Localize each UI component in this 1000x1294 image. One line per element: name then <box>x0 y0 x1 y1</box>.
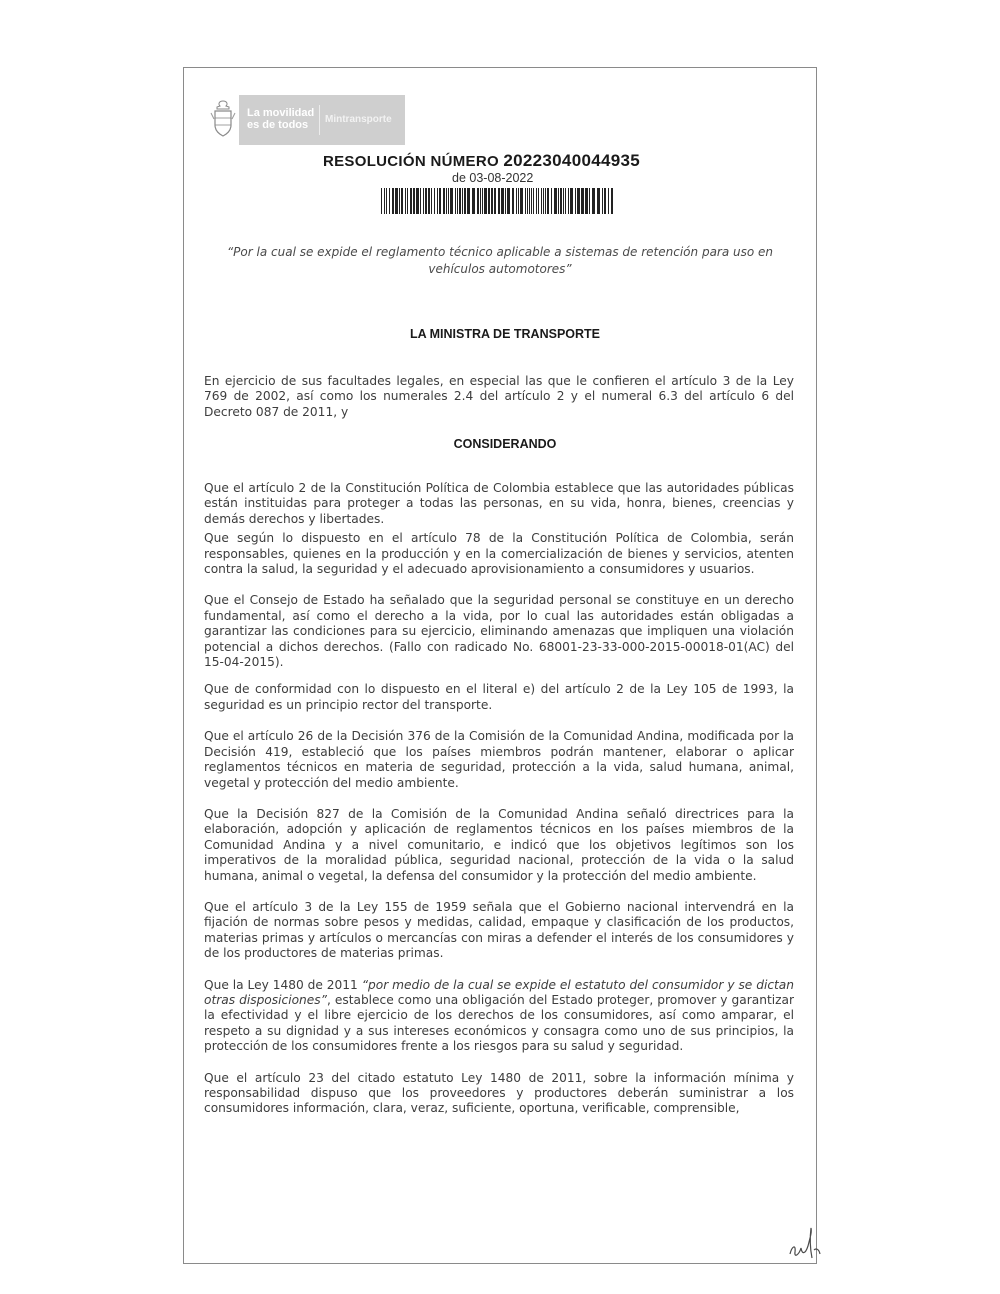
barcode-bar <box>560 188 562 214</box>
barcode-bar <box>512 188 514 214</box>
barcode-bar <box>581 188 584 214</box>
document-subtitle: “Por la cual se expide el reglamento técnico aplicable a sistemas de retención para uso en vehículos automotores” <box>226 245 774 276</box>
barcode-bar <box>538 188 539 214</box>
resolution-title <box>323 151 683 171</box>
ministry-name: Mintransporte <box>325 114 392 125</box>
barcode-bar <box>439 188 441 214</box>
law-1480-text: Que la Ley 1480 de 2011 <box>204 977 362 992</box>
barcode-bar <box>477 188 479 214</box>
barcode-bar <box>543 188 544 214</box>
law-1480-paragraph <box>204 978 794 1055</box>
barcode-bar <box>381 188 382 214</box>
barcode-bar <box>410 188 412 214</box>
barcode-bar <box>443 188 445 214</box>
barcode-bar <box>554 188 557 214</box>
authority-heading: LA MINISTRA DE TRANSPORTE <box>409 327 601 341</box>
barcode-bar <box>505 188 506 214</box>
barcode-bar <box>608 188 609 214</box>
barcode-bar <box>484 188 487 214</box>
barcode-bar <box>547 188 549 214</box>
barcode-bar <box>384 188 385 214</box>
barcode-bar <box>459 188 461 214</box>
barcode-bar <box>498 188 500 214</box>
consideration-paragraph: Que según lo dispuesto en el artículo 78 de la Constitución Política de Colombia, serán responsables, quienes en la producción y en la comercialización de bienes y servicios, atenten contra la salud, la seguridad y el adecuado aprovisionamiento a consumidores y usuarios. <box>204 531 794 577</box>
barcode-bar <box>597 188 600 214</box>
barcode-bar <box>541 188 542 214</box>
barcode-bar <box>423 188 424 214</box>
barcode-bar <box>395 188 398 214</box>
barcode-bar <box>401 188 403 214</box>
barcode-bar <box>407 188 408 214</box>
barcode-bar <box>501 188 504 214</box>
consideration-paragraph: Que la Decisión 827 de la Comisión de la Comunidad Andina señaló directrices para la elaboración, adopción y aplicación de reglamentos técnicos en los países miembros de la Comunidad Andina y a nivel comunitario, e indicó que los objetivos legítimos son los imperativos de la moralidad pública, seguridad nacional, protección de la vida o la salud humana, animal o vegetal, la defensa del consumidor y la protección del medio ambiente. <box>204 806 794 883</box>
brand-line-2: es de todos <box>247 119 309 131</box>
header-logo <box>209 95 405 145</box>
barcode-bar <box>428 188 430 214</box>
resolution-date: de 03-08-2022 <box>452 171 534 185</box>
law-1480-title: “por medio de la cual se expide el estatuto del consumidor y se dictan otras disposiciones” <box>204 977 795 1007</box>
barcode-bar <box>437 188 438 214</box>
preamble-paragraph: En ejercicio de sus facultades legales, en especial las que le confieren el artículo 3 de la Ley 769 de 2002, así como los numerales 2.4 del artículo 2 y el numeral 6.3 del artículo 6 del Decreto 087 de 2011, y <box>204 374 794 419</box>
brand-line-1: La movilidad <box>247 107 315 119</box>
barcode-bar <box>431 188 432 214</box>
barcode-bar <box>531 188 532 214</box>
barcode-bar <box>604 188 606 214</box>
barcode-bar <box>446 188 447 214</box>
resolution-number: 20223040044935 <box>503 151 640 170</box>
barcode-bar <box>472 188 475 214</box>
barcode-bar <box>386 188 387 214</box>
barcode-bar <box>545 188 546 214</box>
barcode-bar <box>533 188 534 214</box>
barcode <box>381 188 613 214</box>
barcode-bar <box>527 188 528 214</box>
barcode-bar <box>577 188 580 214</box>
barcode-bar <box>520 188 523 214</box>
law-1480-text-rest: , establece como una obligación del Estado proteger, promover y garantizar la efectividad y el libre ejercicio de los derechos de los consumidores, así como amparar, el respeto a su dignidad y a sus intereses económicos y consagra como uno de sus principios, la protección de los consumidores frente a los riesgos para su salud y seguridad. <box>204 992 794 1054</box>
barcode-bar <box>467 188 470 214</box>
barcode-bar <box>392 188 394 214</box>
barcode-bar <box>425 188 427 214</box>
barcode-bar <box>551 188 552 214</box>
barcode-bar <box>491 188 493 214</box>
signature-initials <box>786 1224 826 1264</box>
barcode-bar <box>516 188 517 214</box>
barcode-bar <box>399 188 400 214</box>
barcode-bar <box>507 188 510 214</box>
barcode-bar <box>592 188 595 214</box>
barcode-bar <box>434 188 435 214</box>
consideration-paragraph: Que el Consejo de Estado ha señalado que la seguridad personal se constituye en un derecho fundamental, así como el derecho a la vida, por lo cual las autoridades están obligadas a garantizar las condiciones para su ejercicio, eliminando amenazas que impliquen una violación potencial a dichos derechos. (Fallo con radicado No. 68001-23-33-000-2015-00018-01(AC) del 15-04-2015). <box>204 593 794 670</box>
coat-of-arms-icon <box>209 99 237 139</box>
barcode-bar <box>450 188 453 214</box>
barcode-bar <box>575 188 576 214</box>
barcode-bar <box>602 188 603 214</box>
considerations-body <box>204 481 794 1117</box>
barcode-bar <box>563 188 564 214</box>
barcode-bar <box>413 188 415 214</box>
barcode-bar <box>464 188 466 214</box>
barcode-bar <box>570 188 573 214</box>
barcode-bar <box>568 188 569 214</box>
barcode-bar <box>529 188 530 214</box>
barcode-bar <box>420 188 421 214</box>
barcode-bar <box>448 188 449 214</box>
preamble-block <box>204 374 794 420</box>
barcode-bar <box>455 188 456 214</box>
consideration-paragraph: Que el artículo 2 de la Constitución Política de Colombia establece que las autoridades públicas están instituidas para proteger a todas las personas, en su vida, honra, bienes, creencias y demás derechos y libertades. <box>204 481 794 526</box>
consideration-paragraph: Que de conformidad con lo dispuesto en el literal e) del artículo 2 de la Ley 105 de 1993, la seguridad es un principio rector del transporte. <box>204 682 794 712</box>
consideration-paragraph: Que el artículo 3 de la Ley 155 de 1959 señala que el Gobierno nacional intervendrá en la fijación de normas sobre pesos y medidas, calidad, empaque y clasificación de los productos, materias primas y artículos o mercancías con miras a defender el interés de los consumidores y de los productores de materias primas. <box>204 899 794 961</box>
barcode-bar <box>565 188 566 214</box>
barcode-bar <box>389 188 390 214</box>
barcode-bar <box>405 188 406 214</box>
barcode-bar <box>488 188 490 214</box>
barcode-bar <box>482 188 483 214</box>
barcode-bar <box>585 188 588 214</box>
barcode-bar <box>589 188 590 214</box>
brand-divider <box>319 105 320 135</box>
consideration-paragraph: Que el artículo 23 del citado estatuto Ley 1480 de 2011, sobre la información mínima y responsabilidad dispuso que los proveedores y productores deberán suministrar a los consumidores información, clara, veraz, suficiente, oportuna, verificable, comprensible, <box>204 1070 794 1116</box>
barcode-bar <box>525 188 526 214</box>
barcode-bar <box>462 188 463 214</box>
barcode-bar <box>518 188 519 214</box>
barcode-bar <box>611 188 613 214</box>
consideration-paragraph: Que el artículo 26 de la Decisión 376 de la Comisión de la Comunidad Andina, modificada por la Decisión 419, estableció que los países miembros podrán mantener, elaborar o aplicar reglamentos técnicos en materia de seguridad, protección a la vida, salud humana, animal, vegetal y protección del medio ambiente. <box>204 729 794 790</box>
barcode-bar <box>480 188 481 214</box>
considerando-heading: CONSIDERANDO <box>453 437 557 451</box>
barcode-bar <box>494 188 496 214</box>
barcode-bar <box>558 188 559 214</box>
barcode-bar <box>536 188 537 214</box>
barcode-bar <box>457 188 458 214</box>
resolution-label: RESOLUCIÓN NÚMERO <box>323 153 499 170</box>
barcode-bar <box>416 188 419 214</box>
brand-block <box>239 95 405 145</box>
